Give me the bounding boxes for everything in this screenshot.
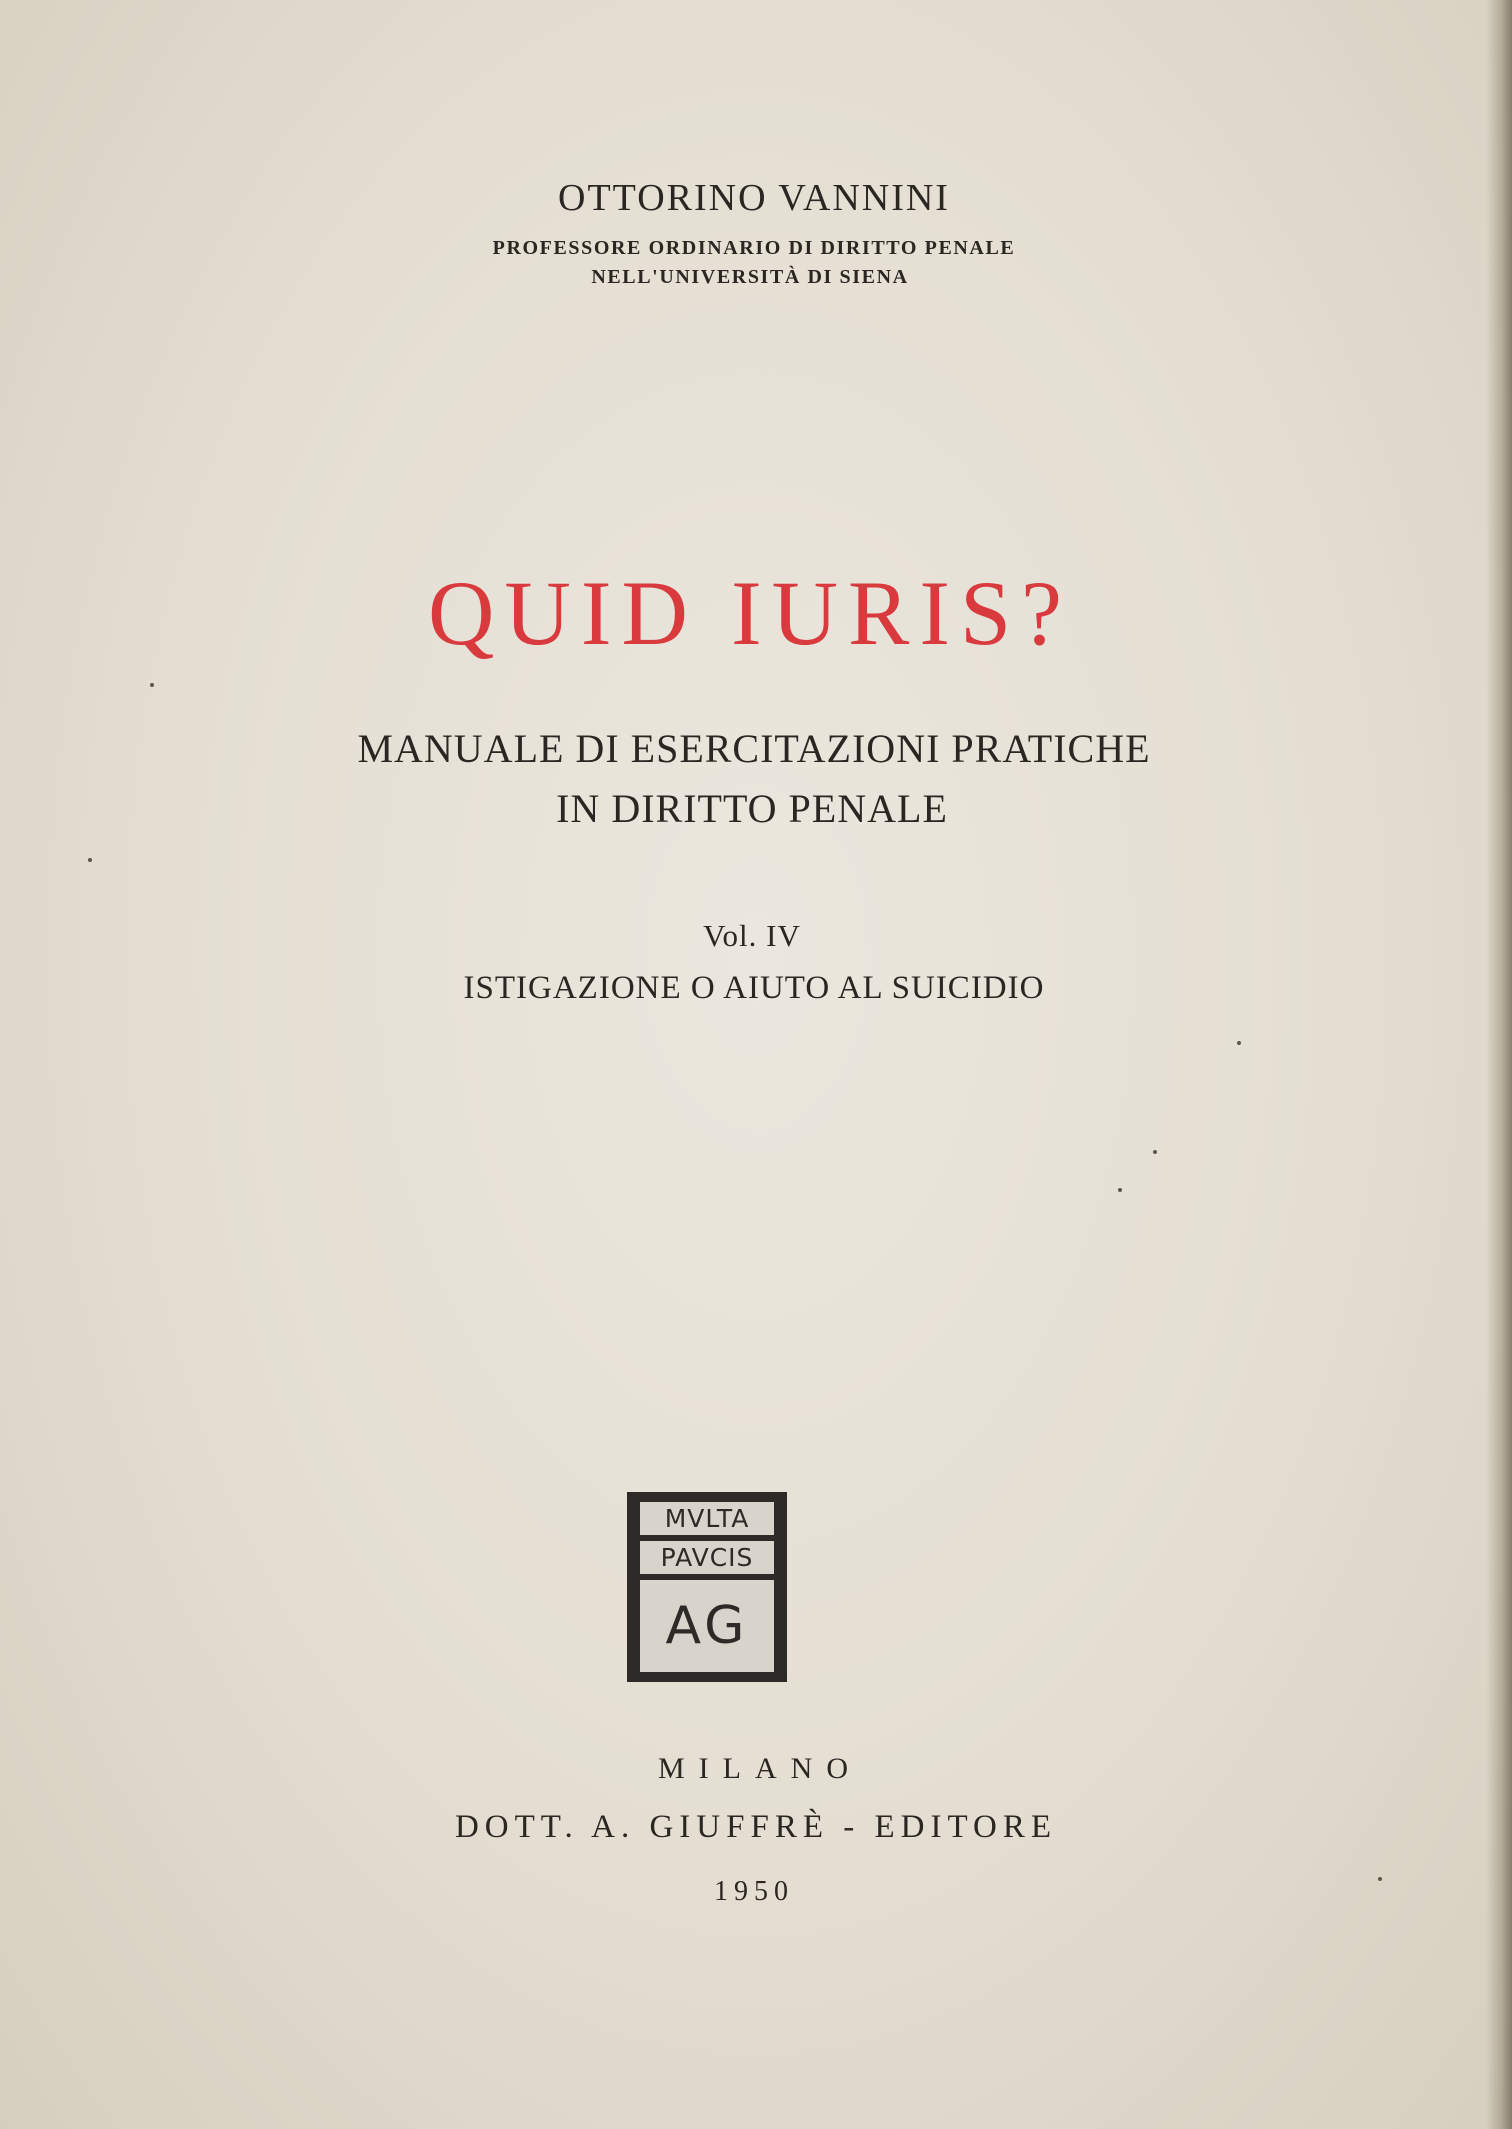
paper-speck xyxy=(1153,1150,1157,1154)
publisher-mark xyxy=(627,1492,787,1682)
volume-label: Vol. IV xyxy=(703,918,801,953)
imprint-year: 1950 xyxy=(714,1876,794,1907)
paper-speck xyxy=(1237,1041,1241,1045)
paper-speck xyxy=(150,683,154,687)
paper-speck xyxy=(1378,1877,1382,1881)
paper-speck xyxy=(1118,1188,1122,1192)
book-subtitle-line1: MANUALE DI ESERCITAZIONI PRATICHE xyxy=(357,726,1151,771)
imprint-publisher: DOTT. A. GIUFFRÈ - EDITORE xyxy=(454,1809,1058,1845)
author-name: OTTORINO VANNINI xyxy=(558,177,950,219)
paper-speck xyxy=(88,858,92,862)
book-subtitle-line2: IN DIRITTO PENALE xyxy=(556,786,948,831)
publisher-mark-line1: MVLTA xyxy=(640,1502,774,1535)
publisher-mark-line2: PAVCIS xyxy=(640,1541,774,1574)
volume-title: ISTIGAZIONE O AIUTO AL SUICIDIO xyxy=(463,970,1045,1006)
author-affiliation-line1: PROFESSORE ORDINARIO DI DIRITTO PENALE xyxy=(492,237,1016,259)
author-affiliation-line2: NELL'UNIVERSITÀ DI SIENA xyxy=(591,266,909,288)
book-title: QUID IURIS? xyxy=(427,562,1073,664)
publisher-mark-monogram: AG xyxy=(640,1580,774,1672)
imprint-city: MILANO xyxy=(658,1752,862,1785)
